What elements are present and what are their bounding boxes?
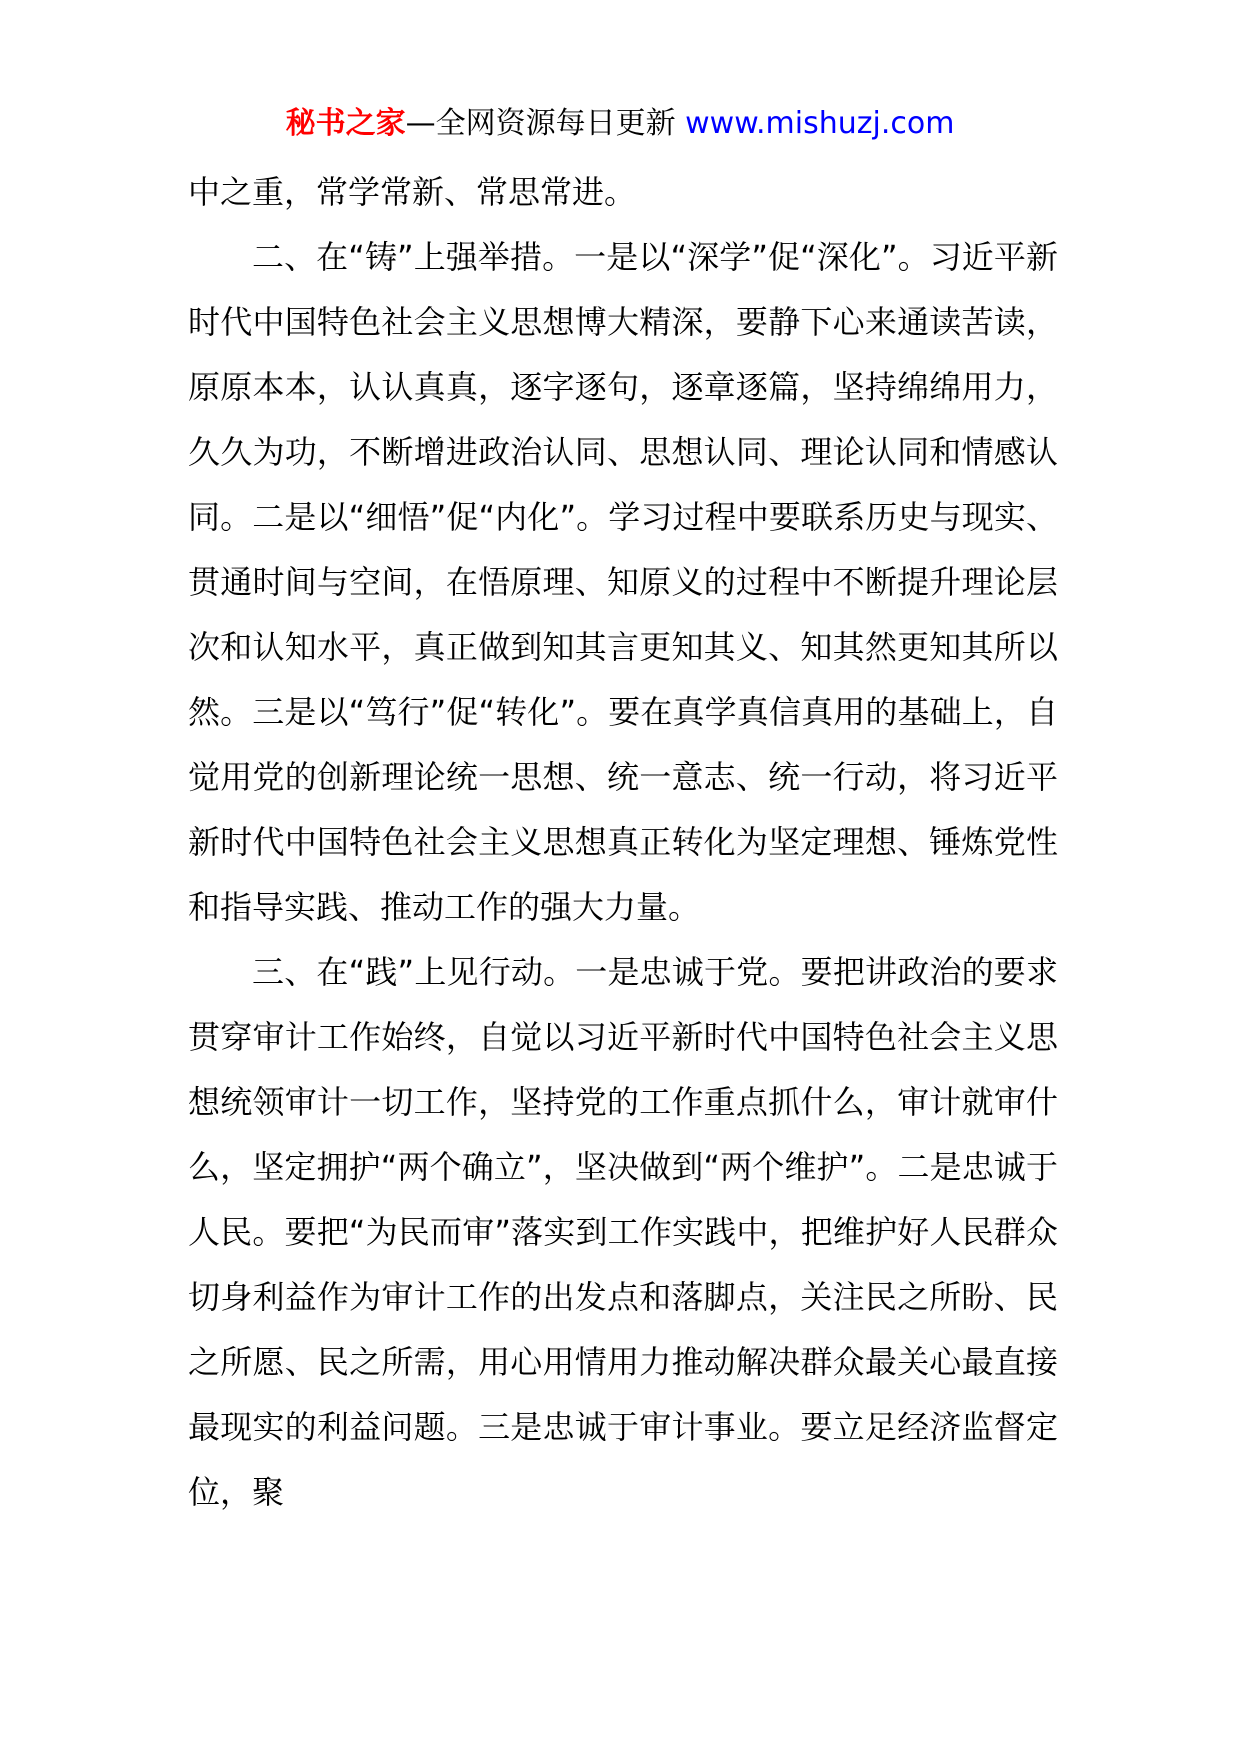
- page-header: [0, 102, 1240, 146]
- document-body: [188, 160, 1058, 1525]
- paragraph-section-two: 二、在“铸”上强举措。一是以“深学”促“深化”。习近平新时代中国特色社会主义思想博大精深，要静下心来通读苦读，原原本本，认认真真，逐字逐句，逐章逐篇，坚持绵绵用力，久久为功，不断增进政治认同、思想认同、理论认同和情感认同。二是以“细悟”促“内化”。学习过程中要联系历史与现实、贯通时间与空间，在悟原理、知原义的过程中不断提升理论层次和认知水平，真正做到知其言更知其义、知其然更知其所以然。三是以“笃行”促“转化”。要在真学真信真用的基础上，自觉用党的创新理论统一思想、统一意志、统一行动，将习近平新时代中国特色社会主义思想真正转化为坚定理想、锤炼党性和指导实践、推动工作的强大力量。: [188, 238, 1058, 926]
- header-brand: 秘书之家: [285, 106, 406, 141]
- header-url-link[interactable]: www.mishuzj.com: [685, 106, 955, 141]
- header-tagline: —全网资源每日更新: [405, 106, 686, 141]
- paragraph-section-three: 三、在“践”上见行动。一是忠诚于党。要把讲政治的要求贯穿审计工作始终，自觉以习近平新时代中国特色社会主义思想统领审计一切工作，坚持党的工作重点抓什么，审计就审什么，坚定拥护“两个确立”，坚决做到“两个维护”。二是忠诚于人民。要把“为民而审”落实到工作实践中，把维护好人民群众切身利益作为审计工作的出发点和落脚点，关注民之所盼、民之所愿、民之所需，用心用情用力推动解决群众最关心最直接最现实的利益问题。三是忠诚于审计事业。要立足经济监督定位，聚: [188, 953, 1058, 1511]
- paragraph-continuation: 中之重，常学常新、常思常进。: [188, 173, 637, 211]
